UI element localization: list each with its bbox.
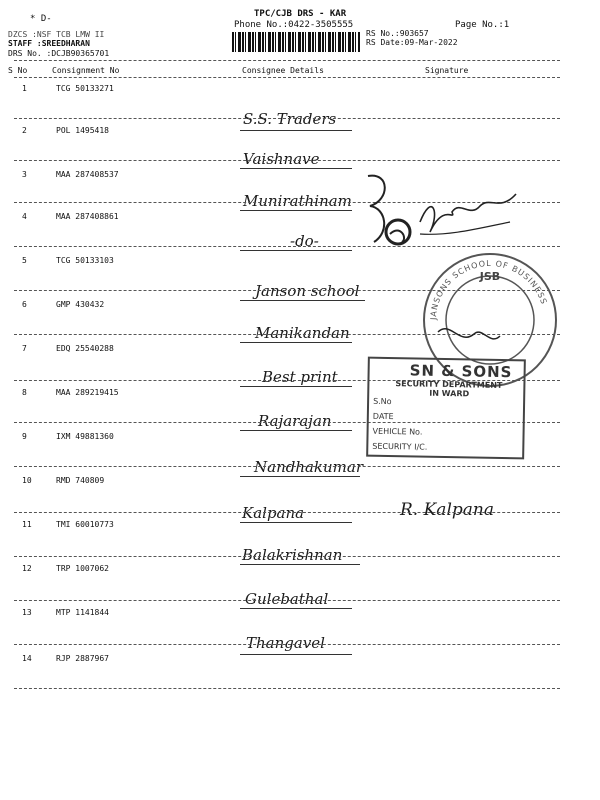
column-consignment: Consignment No bbox=[52, 66, 120, 75]
row-consignment: TCG 50133103 bbox=[56, 256, 114, 265]
row-sno: 2 bbox=[22, 126, 27, 135]
row-consignment: TMI 60010773 bbox=[56, 520, 114, 529]
consignee-name: Best print bbox=[262, 368, 338, 386]
hw-underline bbox=[240, 654, 352, 655]
row-sno: 13 bbox=[22, 608, 32, 617]
header-rule-top bbox=[14, 60, 560, 61]
row-rule bbox=[14, 688, 560, 689]
row-sno: 3 bbox=[22, 170, 27, 179]
consignee-name: Munirathinam bbox=[243, 192, 352, 210]
row-sno: 12 bbox=[22, 564, 32, 573]
consignee-name: Gulebathal bbox=[245, 590, 329, 608]
rs-number: RS No.:903657 bbox=[366, 29, 429, 38]
phone-number: Phone No.:0422-3505555 bbox=[234, 20, 354, 30]
stamp-field-sno: S.No bbox=[373, 396, 392, 407]
consignee-name: -do- bbox=[290, 232, 319, 250]
row-sno: 14 bbox=[22, 654, 32, 663]
hw-underline bbox=[240, 168, 352, 169]
consignee-name: S.S. Traders bbox=[243, 110, 337, 128]
hw-underline bbox=[240, 430, 352, 431]
row-sno: 10 bbox=[22, 476, 32, 485]
hw-underline bbox=[240, 386, 352, 387]
row-rule bbox=[14, 466, 560, 467]
row-rule bbox=[14, 556, 560, 557]
row-sno: 8 bbox=[22, 388, 27, 397]
hw-underline bbox=[240, 130, 352, 131]
corner-mark: * D- bbox=[30, 14, 52, 24]
stamp-title: SN & SONS bbox=[409, 361, 513, 382]
column-consignee: Consignee Details bbox=[242, 66, 324, 75]
hw-underline bbox=[240, 608, 352, 609]
barcode bbox=[232, 32, 360, 52]
stamp-department: SECURITY DEPARTMENT bbox=[395, 379, 503, 390]
row-consignment: MAA 287408861 bbox=[56, 212, 119, 221]
row-consignment: MAA 287408537 bbox=[56, 170, 119, 179]
row-rule bbox=[14, 118, 560, 119]
row-sno: 4 bbox=[22, 212, 27, 221]
security-stamp bbox=[366, 357, 526, 460]
consignee-name: Thangavel bbox=[246, 634, 325, 652]
row-sno: 5 bbox=[22, 256, 27, 265]
stamp-field-vehicle: VEHICLE No. bbox=[372, 426, 423, 437]
row-sno: 6 bbox=[22, 300, 27, 309]
consignee-name: Rajarajan bbox=[258, 412, 332, 430]
header-rule-bottom bbox=[14, 77, 560, 78]
stamp-inward: IN WARD bbox=[429, 388, 470, 399]
consignee-name: Janson school bbox=[255, 282, 360, 300]
consignee-name: Balakrishnan bbox=[242, 546, 343, 564]
row-rule bbox=[14, 600, 560, 601]
row-consignment: TRP 1007062 bbox=[56, 564, 109, 573]
row-sno: 1 bbox=[22, 84, 27, 93]
row-consignment: MAA 289219415 bbox=[56, 388, 119, 397]
row-rule bbox=[14, 512, 560, 513]
row-rule bbox=[14, 160, 560, 161]
seal-center-text: JSB bbox=[479, 270, 501, 283]
column-sno: S No bbox=[8, 66, 28, 75]
hw-underline bbox=[240, 210, 352, 211]
row-sno: 9 bbox=[22, 432, 27, 441]
row-consignment: GMP 430432 bbox=[56, 300, 105, 309]
staff-code-line: DZCS :NSF TCB LMW II bbox=[8, 30, 105, 39]
column-signature: Signature bbox=[425, 66, 469, 75]
row-consignment: RMD 740809 bbox=[56, 476, 105, 485]
row-rule bbox=[14, 644, 560, 645]
consignee-name: Nandhakumar bbox=[254, 458, 364, 476]
route-title: TPC/CJB DRS - KAR bbox=[254, 9, 347, 19]
drs-number: DRS No. :DCJB90365701 bbox=[8, 49, 110, 58]
consignee-name: Manikandan bbox=[255, 324, 350, 342]
hw-underline bbox=[240, 476, 360, 477]
row-consignment: POL 1495418 bbox=[56, 126, 109, 135]
consignee-name: Vaishnave bbox=[243, 150, 320, 168]
row-consignment: RJP 2887967 bbox=[56, 654, 109, 663]
hw-underline bbox=[240, 522, 352, 523]
consignee-name: Kalpana bbox=[242, 504, 305, 522]
row-consignment: TCG 50133271 bbox=[56, 84, 114, 93]
rs-date: RS Date:09-Mar-2022 bbox=[366, 38, 458, 47]
seal-ring-text: JANSONS SCHOOL OF BUSINESS bbox=[428, 258, 549, 321]
hw-underline bbox=[240, 564, 360, 565]
page-number: Page No.:1 bbox=[455, 20, 510, 30]
stamp-field-security: SECURITY I/C. bbox=[372, 441, 428, 452]
hw-underline bbox=[240, 300, 365, 301]
row-sno: 11 bbox=[22, 520, 32, 529]
row-sno: 7 bbox=[22, 344, 27, 353]
signature-kalpana: R. Kalpana bbox=[400, 500, 494, 520]
signature-scribble bbox=[360, 172, 530, 252]
hw-underline bbox=[240, 250, 352, 251]
row-consignment: EDQ 25540288 bbox=[56, 344, 114, 353]
row-consignment: IXM 49881360 bbox=[56, 432, 114, 441]
stamp-field-date: DATE bbox=[372, 411, 394, 422]
row-consignment: MTP 1141844 bbox=[56, 608, 109, 617]
hw-underline bbox=[240, 342, 352, 343]
staff-name: STAFF :SREEDHARAN bbox=[8, 39, 90, 48]
